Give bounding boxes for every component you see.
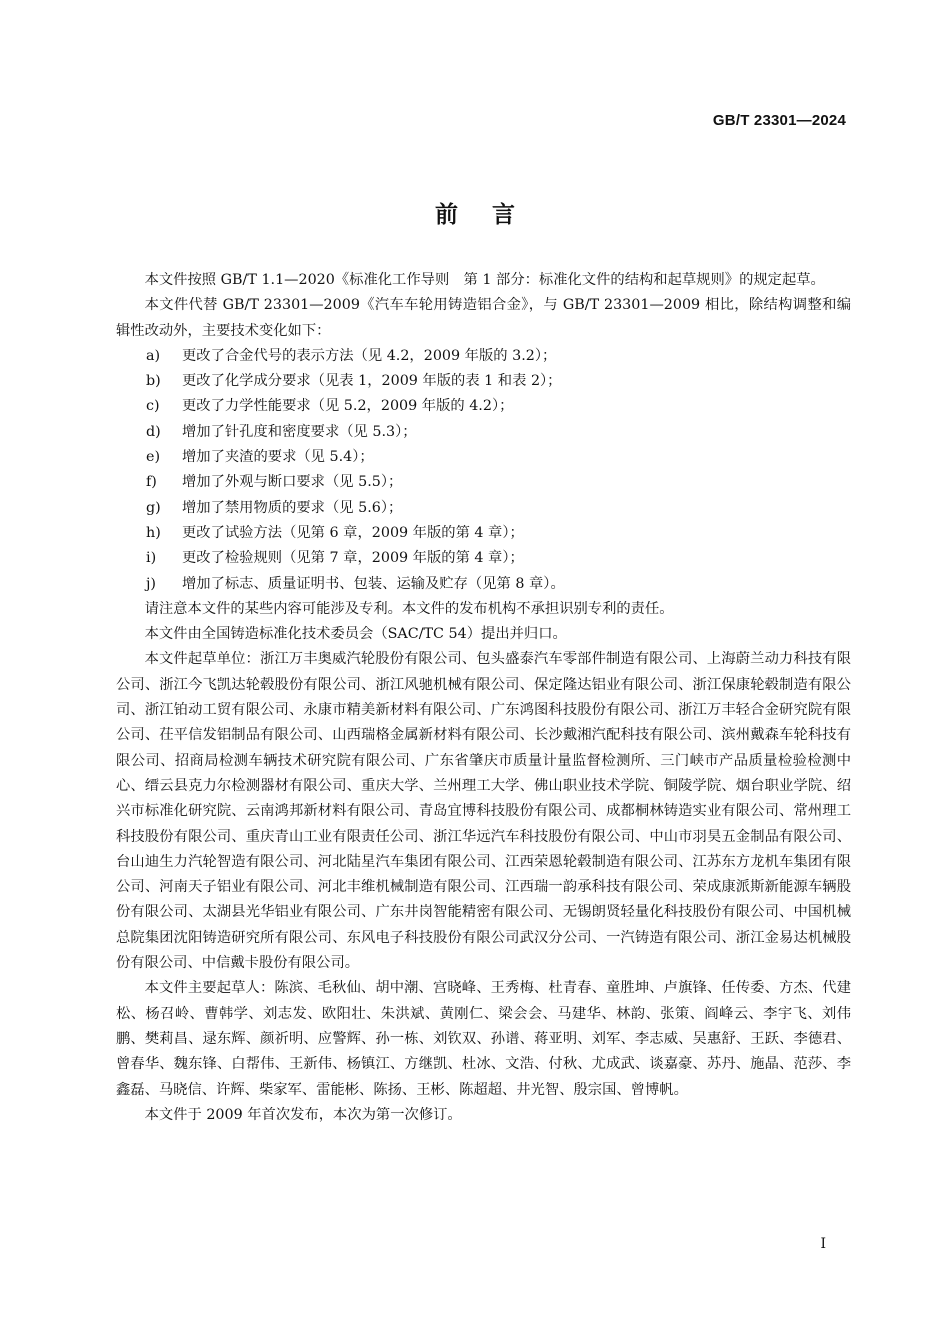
paragraph-replacement: 本文件代替 GB/T 23301—2009《汽车车轮用铸造铝合金》，与 GB/T 23301—2009 相比，除结构调整和编辑性改动外，主要技术变化如下： [116, 297, 851, 339]
change-marker: a) [146, 347, 161, 364]
change-text: 增加了外观与断口要求（见 5.5）； [182, 474, 403, 491]
page-number: I [820, 1236, 826, 1252]
change-marker: d) [146, 423, 161, 440]
change-text: 增加了标志、质量证明书、包装、运输及贮存（见第 8 章）。 [182, 575, 565, 592]
page-title: 前言 [435, 202, 549, 228]
change-text: 更改了合金代号的表示方法（见 4.2，2009 年版的 3.2）； [182, 347, 557, 364]
paragraph-patent-notice: 请注意本文件的某些内容可能涉及专利。本文件的发布机构不承担识别专利的责任。 [144, 600, 674, 617]
change-marker: i) [146, 550, 157, 567]
change-marker: h) [146, 524, 161, 541]
change-item [116, 496, 851, 521]
standard-code: GB/T 23301—2024 [712, 112, 846, 129]
change-item [116, 420, 851, 445]
paragraph-drafting-units: 本文件起草单位：浙江万丰奥威汽轮股份有限公司、包头盛泰汽车零部件制造有限公司、上海蔚兰动力科技有限公司、浙江今飞凯达轮毂股份有限公司、浙江风驰机械有限公司、保定隆达铝业有限公司、浙江保康轮毂制造有限公司、浙江铂动工贸有限公司、永康市精美新材料有限公司、广东鸿图科技股份有限公司、浙江万丰轻合金研究院有限公司、茌平信发铝制品有限公司、山西瑞格金属新材料有限公司、长沙戴湘汽配科技有限公司、滨州戴森车轮科技有限公司、招商局检测车辆技术研究院有限公司、广东省肇庆市质量计量监督检测所、三门峡市产品质量检验检测中心、缙云县克力尔检测器材有限公司、重庆大学、兰州理工大学、佛山职业技术学院、铜陵学院、烟台职业学院、绍兴市标准化研究院、云南鸿邦新材料有限公司、青岛宜博科技股份有限公司、成都桐林铸造实业有限公司、常州理工科技股份有限公司、重庆青山工业有限责任公司、浙江华远汽车科技股份有限公司、中山市羽昊五金制品有限公司、台山迪生力汽轮智造有限公司、河北陆星汽车集团有限公司、江西荣恩轮毂制造有限公司、江苏东方龙机车集团有限公司、河南天子铝业有限公司、河北丰维机械制造有限公司、江西瑞一韵承科技有限公司、荣成康派斯新能源车辆股份有限公司、太湖县光华铝业有限公司、广东井岗智能精密有限公司、无锡朗贤轻量化科技股份有限公司、中国机械总院集团沈阳铸造研究所有限公司、东风电子科技股份有限公司武汉分公司、一汽铸造有限公司、浙江金易达机械股份有限公司、中信戴卡股份有限公司。 [116, 651, 851, 972]
change-text: 增加了夹渣的要求（见 5.4）； [182, 449, 374, 466]
paragraph-history: 本文件于 2009 年首次发布，本次为第一次修订。 [144, 1106, 462, 1123]
change-item [116, 572, 851, 597]
change-text: 更改了检验规则（见第 7 章，2009 年版的第 4 章）； [182, 550, 524, 567]
paragraph-proposer: 本文件由全国铸造标准化技术委员会（SAC/TC 54）提出并归口。 [144, 626, 567, 643]
change-text: 更改了化学成分要求（见表 1，2009 年版的表 1 和表 2）； [182, 373, 562, 390]
change-item [116, 344, 851, 369]
change-marker: e) [146, 449, 161, 466]
paragraph-drafters: 本文件主要起草人：陈滨、毛秋仙、胡中潮、宫晓峰、王秀梅、杜青春、童胜坤、卢旗锋、任传委、方杰、代建松、杨召岭、曹韩学、刘志发、欧阳壮、朱洪斌、黄刚仁、梁会会、马建华、林韵、张策、阎峰云、李宇飞、刘伟鹏、樊莉昌、逯东辉、颜祈明、应警辉、孙一栋、刘钦双、孙谱、蒋亚明、刘军、李志威、吴惠舒、王跃、李德君、曾春华、魏东锋、白帮伟、王新伟、杨镇江、方继凯、杜冰、文浩、付秋、尤成武、谈嘉豪、苏丹、施晶、范莎、李鑫磊、马晓信、许辉、柴家军、雷能彬、陈扬、王彬、陈超超、井光智、殷宗国、曾博帆。 [116, 980, 851, 1098]
change-marker: c) [146, 398, 160, 415]
change-text: 更改了力学性能要求（见 5.2，2009 年版的 4.2）； [182, 398, 514, 415]
change-item [116, 445, 851, 470]
change-text: 增加了禁用物质的要求（见 5.6）； [182, 499, 403, 516]
foreword-body [116, 268, 851, 1128]
change-marker: f) [146, 474, 157, 491]
change-text: 增加了针孔度和密度要求（见 5.3）； [182, 423, 417, 440]
change-item [116, 369, 851, 394]
change-item [116, 470, 851, 495]
paragraph-drafting-rules: 本文件按照 GB/T 1.1—2020《标准化工作导则 第 1 部分：标准化文件的结构和起草规则》的规定起草。 [144, 272, 825, 288]
change-item [116, 394, 851, 419]
change-item [116, 521, 851, 546]
change-item [116, 546, 851, 571]
change-marker: b) [146, 373, 161, 390]
change-marker: g) [146, 499, 161, 516]
change-marker: j) [146, 575, 157, 592]
change-text: 更改了试验方法（见第 6 章，2009 年版的第 4 章）； [182, 524, 524, 541]
